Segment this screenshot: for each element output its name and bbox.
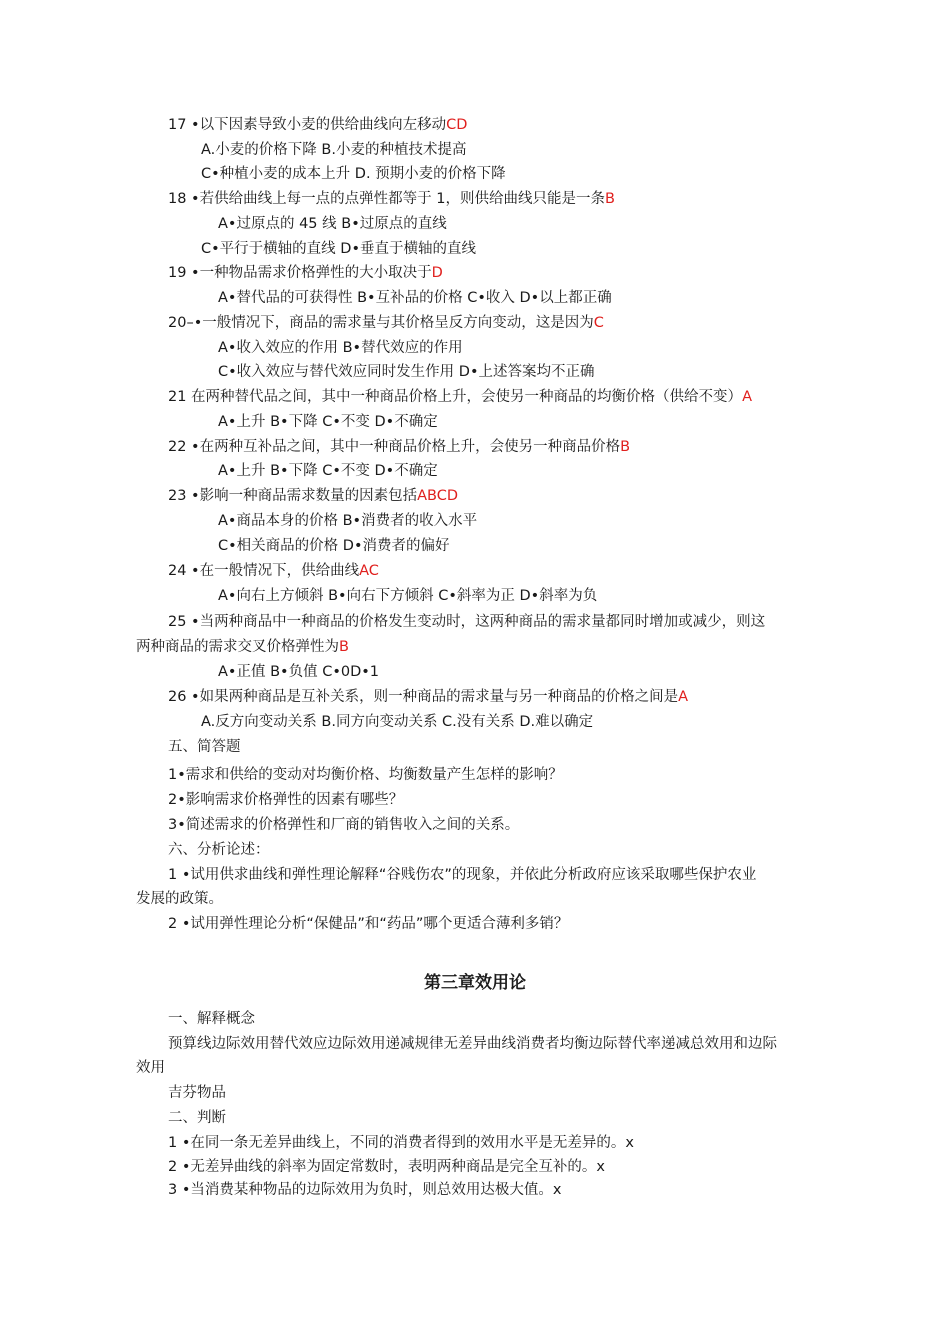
answer-key: B [604,191,615,207]
concepts-line-3: 吉芬物品 [168,1085,226,1101]
question-23-options-1: A•商品本身的价格 B•消费者的收入水平 [218,513,478,529]
question-20: 20–•一般情况下，商品的需求量与其价格呈反方向变动，这是因为C [168,315,604,331]
question-23-options-2: C•相关商品的价格 D•消费者的偏好 [218,538,450,554]
question-24: 24 •在一般情况下，供给曲线AC [168,563,379,579]
question-25: 两种商品的需求交叉价格弹性为B [136,639,349,655]
question-18-options-2: C•平行于横轴的直线 D•垂直于横轴的直线 [201,241,477,257]
question-26-options-1: A.反方向变动关系 B.同方向变动关系 C.没有关系 D.难以确定 [201,714,594,730]
judgement-1: 1 •在同一条无差异曲线上，不同的消费者得到的效用水平是无差异的。x [168,1135,634,1151]
question-25-line-1: 25 •当两种商品中一种商品的价格发生变动时，这两种商品的需求量都同时增加或减少，则这 [168,614,766,630]
question-18-options-1: A•过原点的 45 线 B•过原点的直线 [218,216,447,232]
question-25-options-1: A•正值 B•负值 C•0D•1 [218,664,380,680]
section-heading-short-answer: 五、简答题 [168,739,241,755]
question-21: 21 在两种替代品之间，其中一种商品价格上升，会使另一种商品的均衡价格（供给不变）A [168,389,752,405]
analysis-1-line-1: 1 •试用供求曲线和弹性理论解释“谷贱伤农”的现象，并依此分析政府应该采取哪些保护农业 [168,867,757,883]
question-26: 26 •如果两种商品是互补关系，则一种商品的需求量与另一种商品的价格之间是A [168,689,689,705]
question-20-options-2: C•收入效应与替代效应同时发生作用 D•上述答案均不正确 [218,364,595,380]
answer-key: A [678,689,689,705]
concepts-line-2: 效用 [136,1060,165,1076]
answer-key: A [742,389,752,405]
concepts-line-1: 预算线边际效用替代效应边际效用递减规律无差异曲线消费者均衡边际替代率递减总效用和边际 [168,1036,777,1052]
answer-key: C [593,315,604,331]
answer-key: D [431,265,443,281]
question-20-options-1: A•收入效应的作用 B•替代效应的作用 [218,340,463,356]
short-answer-2: 2•影响需求价格弹性的因素有哪些？ [168,792,404,808]
question-24-options-1: A•向右上方倾斜 B•向右下方倾斜 C•斜率为正 D•斜率为负 [218,588,598,604]
answer-key: AC [359,563,379,579]
short-answer-3: 3•简述需求的价格弹性和厂商的销售收入之间的关系。 [168,817,520,833]
question-22: 22 •在两种互补品之间，其中一种商品价格上升，会使另一种商品价格B [168,439,631,455]
analysis-2: 2 •试用弹性理论分析“保健品”和“药品”哪个更适合薄利多销？ [168,916,569,932]
question-17-options-2: C•种植小麦的成本上升 D. 预期小麦的价格下降 [201,166,506,182]
short-answer-1: 1•需求和供给的变动对均衡价格、均衡数量产生怎样的影响？ [168,767,563,783]
section-heading-analysis: 六、分析论述： [168,842,270,858]
chapter-title: 第三章效用论 [424,973,526,993]
question-18: 18 •若供给曲线上每一点的点弹性都等于 1，则供给曲线只能是一条B [168,191,615,207]
answer-key: CD [446,117,468,133]
question-17-options-1: A.小麦的价格下降 B.小麦的种植技术提高 [201,142,467,158]
judgement-2: 2 •无差异曲线的斜率为固定常数时，表明两种商品是完全互补的。x [168,1159,605,1175]
answer-key: ABCD [417,488,459,504]
answer-key: B [620,439,631,455]
question-19: 19 •一种物品需求价格弹性的大小取决于D [168,265,443,281]
question-19-options-1: A•替代品的可获得性 B•互补品的价格 C•收入 D•以上都正确 [218,290,612,306]
question-22-options-1: A•上升 B•下降 C•不变 D•不确定 [218,463,438,479]
section-heading-judgement: 二、判断 [168,1110,226,1126]
question-23: 23 •影响一种商品需求数量的因素包括ABCD [168,488,459,504]
question-17: 17 •以下因素导致小麦的供给曲线向左移动CD [168,117,468,133]
judgement-3: 3 •当消费某种物品的边际效用为负时，则总效用达极大值。x [168,1182,562,1198]
section-heading-concepts: 一、解释概念 [168,1011,255,1027]
question-21-options-1: A•上升 B•下降 C•不变 D•不确定 [218,414,438,430]
answer-key: B [339,639,349,655]
analysis-1-line-2: 发展的政策。 [136,891,223,907]
